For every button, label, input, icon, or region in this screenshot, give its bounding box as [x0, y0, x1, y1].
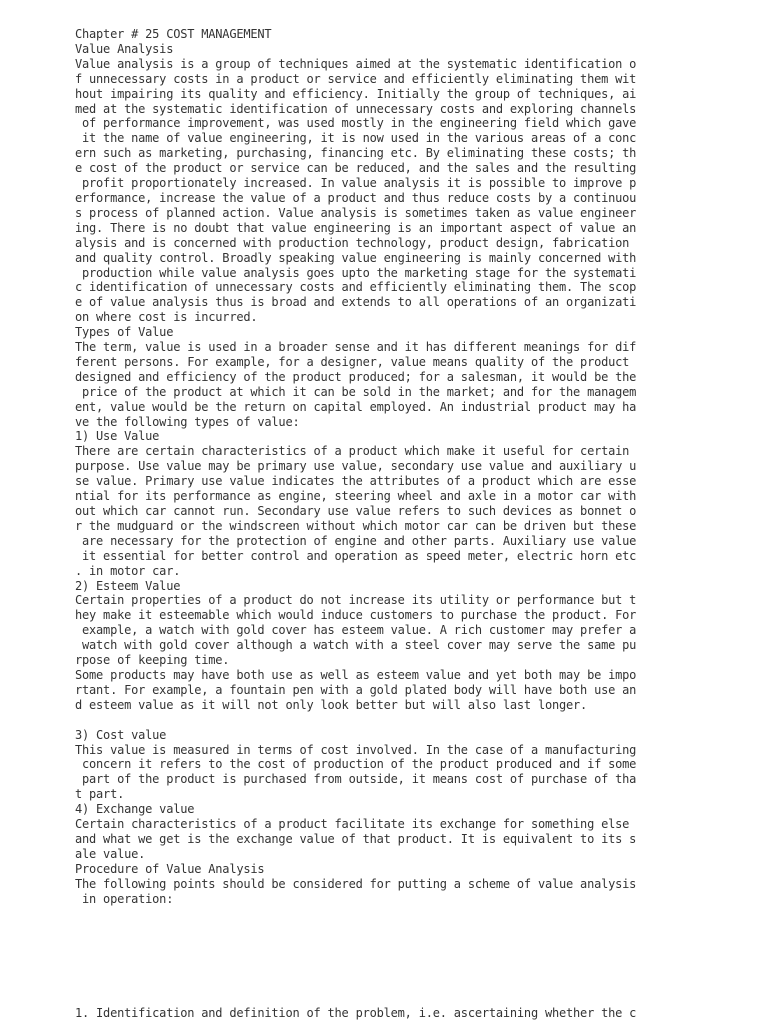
- text-line: Certain properties of a product do not increase its utility or performance but t: [75, 593, 637, 608]
- text-line: Types of Value: [75, 325, 174, 340]
- text-line: c identification of unnecessary costs and efficiently eliminating them. The scop: [75, 280, 637, 295]
- text-line: designed and efficiency of the product produced; for a salesman, it would be the: [75, 369, 637, 384]
- document-text: [75, 27, 636, 906]
- text-line: it the name of value engineering, it is now used in the various areas of a conc: [75, 131, 637, 146]
- text-line: and quality control. Broadly speaking value engineering is mainly concerned with: [75, 250, 637, 265]
- text-line: se value. Primary use value indicates the attributes of a product which are esse: [75, 474, 637, 489]
- text-line: ale value.: [75, 846, 146, 861]
- text-line: Some products may have both use as well as esteem value and yet both may be impo: [75, 667, 637, 682]
- text-line: e cost of the product or service can be reduced, and the sales and the resulting: [75, 161, 637, 176]
- text-line: t part.: [75, 787, 125, 802]
- text-line: . in motor car.: [75, 563, 181, 578]
- text-line: watch with gold cover although a watch with a steel cover may serve the same pu: [75, 638, 637, 653]
- text-line: Procedure of Value Analysis: [75, 861, 265, 876]
- text-line: Certain characteristics of a product facilitate its exchange for something else: [75, 817, 637, 832]
- text-line: and what we get is the exchange value of that product. It is equivalent to its s: [75, 831, 637, 846]
- text-line: on where cost is incurred.: [75, 310, 258, 325]
- text-line: production while value analysis goes upto the marketing stage for the systemati: [75, 265, 637, 280]
- text-line: The following points should be considered for putting a scheme of value analysis: [75, 876, 637, 891]
- text-line: erformance, increase the value of a product and thus reduce costs by a continuou: [75, 190, 637, 205]
- text-line: purpose. Use value may be primary use value, secondary use value and auxiliary u: [75, 459, 637, 474]
- text-line: The term, value is used in a broader sense and it has different meanings for dif: [75, 340, 637, 355]
- text-line: 1) Use Value: [75, 429, 160, 444]
- text-line: hout impairing its quality and efficiency. Initially the group of techniques, ai: [75, 86, 637, 101]
- text-line: Chapter # 25 COST MANAGEMENT: [75, 27, 272, 41]
- text-line: ing. There is no doubt that value engineering is an important aspect of value an: [75, 220, 637, 235]
- text-line: f unnecessary costs in a product or service and efficiently eliminating them wit: [75, 71, 637, 86]
- text-line: price of the product at which it can be sold in the market; and for the managem: [75, 384, 637, 399]
- text-line: 3) Cost value: [75, 727, 167, 742]
- text-line: 4) Exchange value: [75, 802, 195, 817]
- text-line: ferent persons. For example, for a designer, value means quality of the product: [75, 354, 637, 369]
- text-line: in operation:: [75, 891, 174, 906]
- text-line: r the mudguard or the windscreen without which motor car can be driven but these: [75, 518, 637, 533]
- text-line: There are certain characteristics of a product which make it useful for certain: [75, 444, 637, 459]
- numbered-step-1: 1. Identification and definition of the problem, i.e. ascertaining whether the c: [75, 1006, 637, 1020]
- text-line: s process of planned action. Value analysis is sometimes taken as value engineer: [75, 205, 637, 220]
- text-line: rpose of keeping time.: [75, 653, 230, 668]
- text-line: med at the systematic identification of unnecessary costs and exploring channels: [75, 101, 637, 116]
- text-line: e of value analysis thus is broad and extends to all operations of an organizati: [75, 295, 637, 310]
- text-line: out which car cannot run. Secondary use value refers to such devices as bonnet o: [75, 504, 637, 518]
- text-line: ntial for its performance as engine, steering wheel and axle in a motor car with: [75, 489, 637, 504]
- text-line: concern it refers to the cost of production of the product produced and if some: [75, 757, 637, 772]
- text-line: This value is measured in terms of cost involved. In the case of a manufacturing: [75, 742, 637, 757]
- text-line: ern such as marketing, purchasing, financing etc. By eliminating these costs; th: [75, 146, 637, 161]
- text-line: are necessary for the protection of engine and other parts. Auxiliary use value: [75, 533, 637, 548]
- text-line: ve the following types of value:: [75, 414, 300, 429]
- text-line: rtant. For example, a fountain pen with a gold plated body will have both use an: [75, 682, 637, 697]
- text-line: it essential for better control and operation as speed meter, electric horn etc: [75, 548, 637, 563]
- text-line: part of the product is purchased from outside, it means cost of purchase of tha: [75, 772, 637, 787]
- text-line: Value Analysis: [75, 41, 174, 56]
- text-line: d esteem value as it will not only look better but will also last longer.: [75, 697, 588, 712]
- text-line: ent, value would be the return on capital employed. An industrial product may ha: [75, 399, 637, 414]
- text-line: 2) Esteem Value: [75, 578, 181, 593]
- text-line: of performance improvement, was used mostly in the engineering field which gave: [75, 116, 637, 131]
- text-line: hey make it esteemable which would induce customers to purchase the product. For: [75, 608, 637, 623]
- text-line: alysis and is concerned with production technology, product design, fabrication: [75, 235, 637, 250]
- text-line: profit proportionately increased. In value analysis it is possible to improve p: [75, 176, 637, 191]
- text-line: example, a watch with gold cover has esteem value. A rich customer may prefer a: [75, 623, 637, 638]
- text-line: Value analysis is a group of techniques aimed at the systematic identification o: [75, 56, 637, 71]
